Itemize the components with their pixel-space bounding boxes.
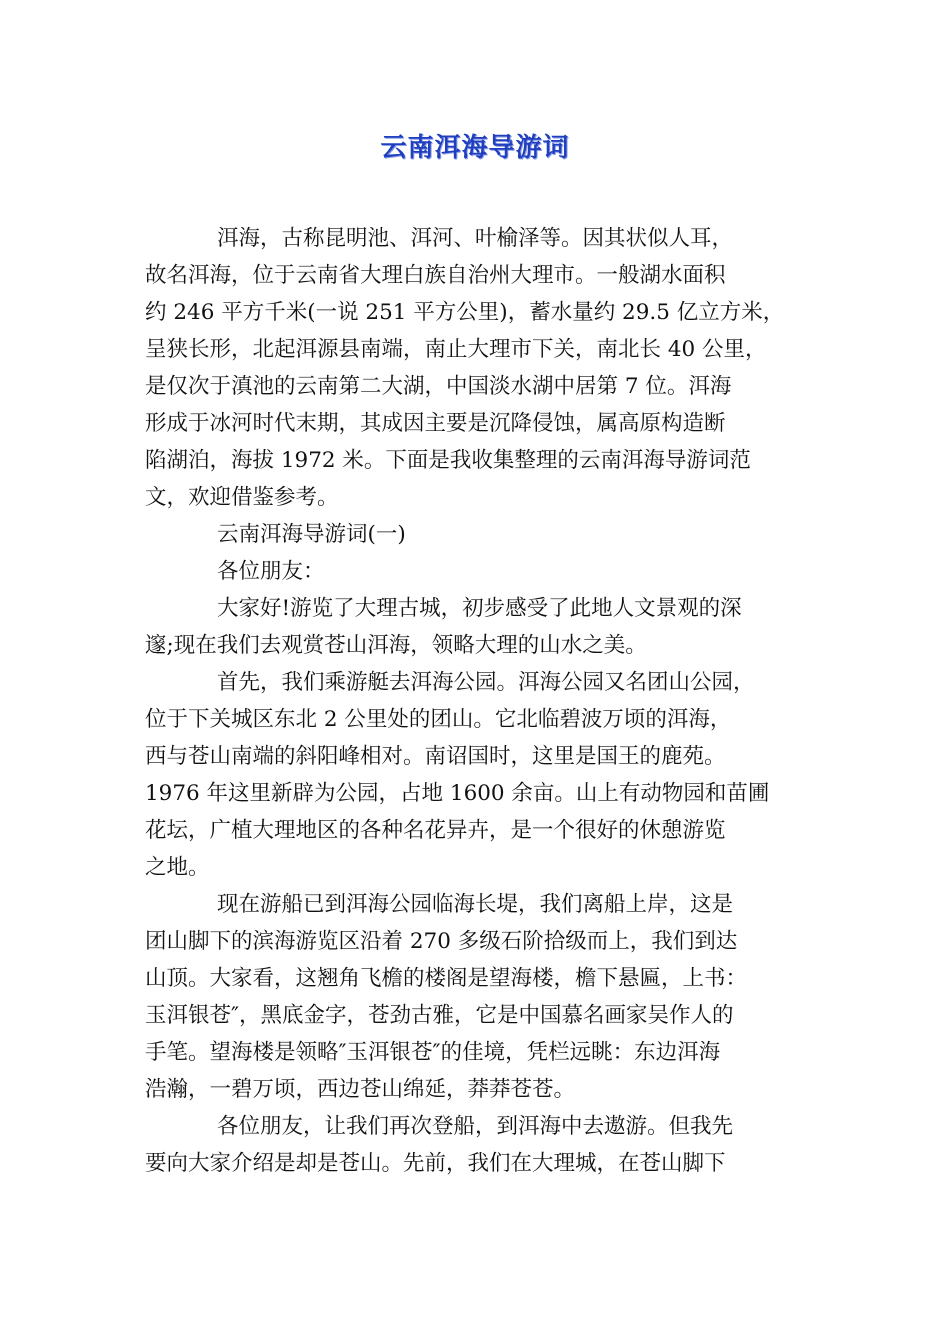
text-line: 云南洱海导游词(一) <box>217 522 406 547</box>
text-line: 西与苍山南端的斜阳峰相对。南诏国时，这里是国王的鹿苑。 <box>145 744 726 769</box>
text-line: 位于下关城区东北 2 公里处的团山。它北临碧波万顷的洱海， <box>145 707 732 732</box>
text-line: 浩瀚，一碧万顷，西边苍山绵延，莽莽苍苍。 <box>145 1077 576 1102</box>
text-line: 玉洱银苍″，黑底金字，苍劲古雅，它是中国慕名画家吴作人的 <box>145 1003 734 1028</box>
text-line: 约 246 平方千米(一说 251 平方公里)，蓄水量约 29.5 亿立方米， <box>145 300 785 325</box>
text-line: 呈狭长形，北起洱源县南端，南止大理市下关，南北长 40 公里， <box>145 337 767 362</box>
text-line: 现在游船已到洱海公园临海长堤，我们离船上岸，这是 <box>217 892 734 917</box>
text-line: 手笔。望海楼是领略″玉洱银苍″的佳境，凭栏远眺：东边洱海 <box>145 1040 721 1065</box>
text-line: 各位朋友，让我们再次登船，到洱海中去遨游。但我先 <box>217 1114 734 1139</box>
text-line: 山顶。大家看，这翘角飞檐的楼阁是望海楼，檐下悬匾，上书： <box>145 966 748 991</box>
text-line: 首先，我们乘游艇去洱海公园。洱海公园又名团山公园， <box>217 670 755 695</box>
text-line: 故名洱海，位于云南省大理白族自治州大理市。一般湖水面积 <box>145 263 726 288</box>
text-line: 文，欢迎借鉴参考。 <box>145 485 339 510</box>
text-line: 团山脚下的滨海游览区沿着 270 多级石阶拾级而上，我们到达 <box>145 929 738 954</box>
text-line: 是仅次于滇池的云南第二大湖，中国淡水湖中居第 7 位。洱海 <box>145 374 732 399</box>
text-line: 洱海，古称昆明池、洱河、叶榆泽等。因其状似人耳， <box>217 226 734 251</box>
text-line: 形成于冰河时代末期，其成因主要是沉降侵蚀，属高原构造断 <box>145 411 726 436</box>
text-line: 邃;现在我们去观赏苍山洱海，领略大理的山水之美。 <box>145 633 647 658</box>
text-line: 要向大家介绍是却是苍山。先前，我们在大理城，在苍山脚下 <box>145 1151 726 1176</box>
text-line: 花坛，广植大理地区的各种名花异卉，是一个很好的休憩游览 <box>145 818 726 843</box>
document-body <box>145 220 805 1182</box>
text-line: 各位朋友： <box>217 559 325 584</box>
text-line: 之地。 <box>145 855 210 880</box>
text-line: 大家好!游览了大理古城，初步感受了此地人文景观的深 <box>217 596 742 621</box>
text-line: 1976 年这里新辟为公园，占地 1600 余亩。山上有动物园和苗圃 <box>145 781 770 806</box>
document-title: 云南洱海导游词 <box>380 133 570 163</box>
text-line: 陷湖泊，海拔 1972 米。下面是我收集整理的云南洱海导游词范 <box>145 448 751 473</box>
